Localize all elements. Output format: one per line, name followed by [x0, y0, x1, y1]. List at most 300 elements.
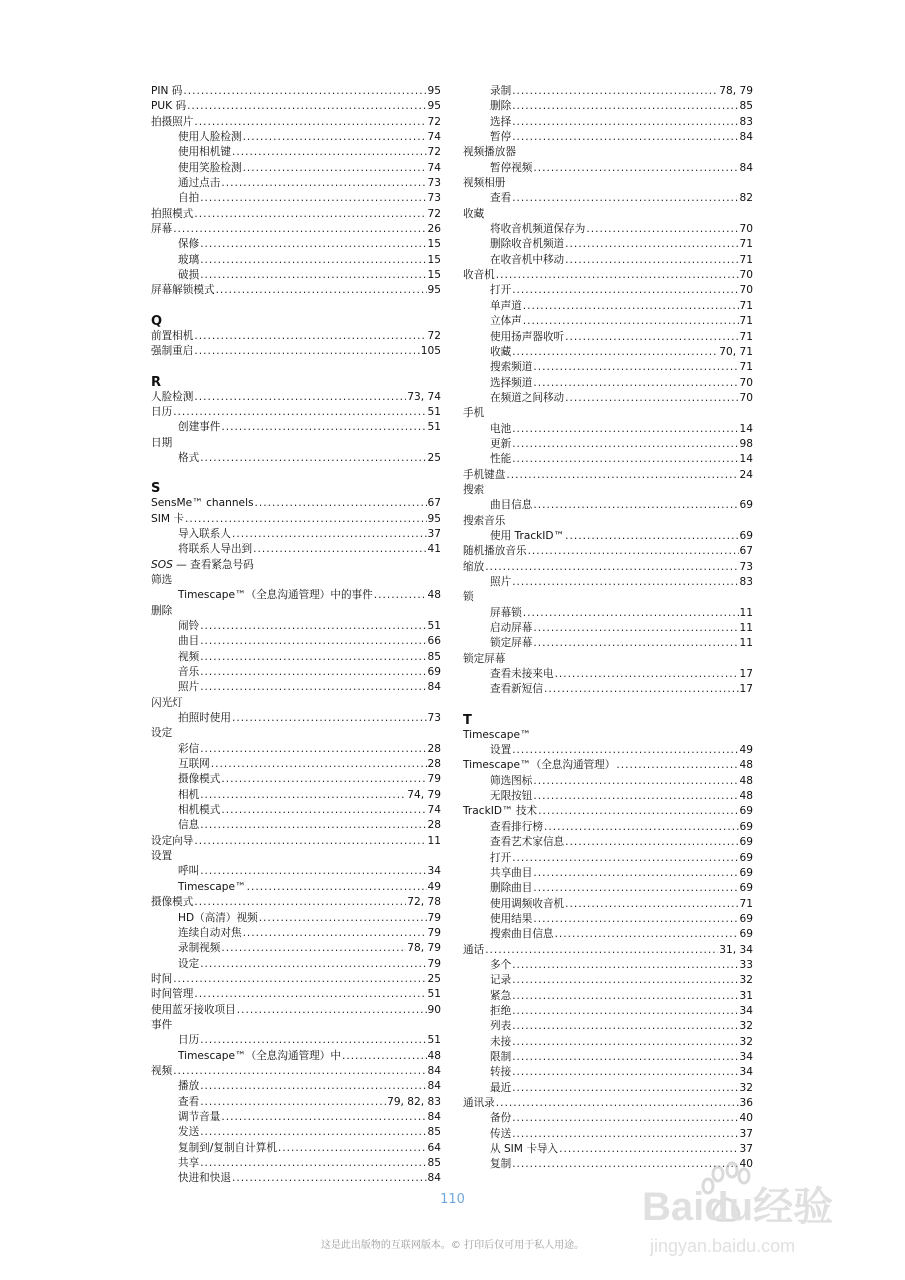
index-term: 暂停	[490, 131, 512, 144]
index-subentry	[151, 130, 441, 145]
index-term: 通话	[463, 943, 485, 956]
dot-leader	[200, 742, 426, 757]
index-term: 缩放	[463, 560, 485, 573]
section-spacer	[151, 299, 441, 307]
dot-leader	[200, 268, 426, 283]
index-subentry	[463, 621, 753, 636]
dot-leader	[533, 912, 738, 927]
index-subentry	[151, 757, 441, 772]
page-ref: 24	[739, 468, 753, 481]
index-term: 共享	[178, 1157, 200, 1169]
index-term: 创建事件	[178, 421, 221, 434]
dot-leader	[512, 437, 738, 452]
index-term: 查看	[178, 1095, 200, 1108]
index-subentry	[151, 191, 441, 206]
index-term: 使用扬声器收听	[490, 330, 565, 343]
dot-leader	[221, 420, 426, 435]
dot-leader	[200, 1125, 426, 1140]
dot-leader	[255, 496, 427, 511]
page-ref: 78, 79	[719, 85, 753, 97]
index-term: 屏幕	[151, 223, 173, 236]
index-entry	[463, 590, 753, 605]
index-subentry	[463, 314, 753, 329]
index-entry	[151, 84, 441, 99]
dot-leader	[512, 743, 738, 758]
page-ref: 74, 79	[407, 788, 441, 801]
index-term: 信息	[178, 819, 200, 832]
index-subentry	[463, 115, 753, 130]
page-ref: 98	[739, 437, 753, 450]
index-term: 摄像模式	[151, 896, 194, 909]
page-ref: 71	[739, 315, 753, 328]
index-term-italic: SOS	[151, 558, 173, 571]
index-term: 闹铃	[178, 619, 200, 632]
dot-leader	[496, 1096, 739, 1111]
dot-leader	[485, 560, 738, 575]
index-term: 使用调频收音机	[490, 897, 565, 910]
index-term: 锁	[463, 591, 474, 604]
dot-leader	[512, 1111, 738, 1126]
index-term: 随机播放音乐	[463, 545, 527, 558]
index-term: 互联网	[178, 758, 210, 771]
page-ref: 28	[427, 758, 441, 771]
index-subentry	[151, 1079, 441, 1094]
index-term	[151, 558, 254, 573]
dot-leader	[200, 634, 426, 649]
index-term: 事件	[151, 1018, 173, 1031]
page-ref: 85	[739, 100, 753, 113]
index-term: 使用相机键	[178, 146, 231, 159]
page-ref: 34	[739, 1050, 753, 1063]
dot-leader	[200, 818, 426, 833]
page-ref: 28	[427, 742, 441, 755]
page-ref: 37	[739, 1127, 753, 1140]
index-term: 启动屏幕	[490, 622, 533, 635]
index-term: 格式	[178, 451, 200, 464]
index-subentry	[463, 958, 753, 973]
index-entry	[151, 99, 441, 114]
index-term: 设置	[490, 744, 512, 757]
dot-leader	[237, 1003, 427, 1018]
dot-leader	[506, 468, 738, 483]
dot-leader	[565, 897, 738, 912]
index-subentry	[151, 665, 441, 680]
index-entry	[151, 283, 441, 298]
page-ref: 51	[427, 619, 441, 632]
index-subentry	[463, 330, 753, 345]
index-entry	[151, 1003, 441, 1018]
page-ref: 67	[739, 545, 753, 558]
index-subentry	[151, 1110, 441, 1125]
dot-leader	[533, 636, 738, 651]
page-ref: 69	[739, 851, 753, 864]
index-term: 多个	[490, 958, 512, 971]
dot-leader	[200, 619, 426, 634]
index-term: 设定	[178, 957, 200, 970]
index-subentry	[463, 897, 753, 912]
dot-leader	[200, 253, 426, 268]
index-subentry	[151, 818, 441, 833]
index-term: Timescape™（全息沟通管理）中	[178, 1049, 341, 1062]
dot-leader	[565, 391, 738, 406]
index-term: 屏幕锁	[490, 606, 522, 619]
dot-leader	[221, 803, 426, 818]
index-term: 发送	[178, 1126, 200, 1139]
page-ref: 79, 82, 83	[387, 1095, 441, 1108]
page-ref: 34	[427, 865, 441, 878]
index-subentry	[151, 527, 441, 542]
page-ref: 71	[739, 253, 753, 266]
page-ref: 48	[427, 1049, 441, 1062]
index-term: 将联系人导出到	[178, 543, 253, 556]
index-term: 时间	[151, 972, 173, 985]
dot-leader	[512, 130, 738, 145]
index-term: TrackID™ 技术	[463, 805, 538, 818]
page-ref: 71	[739, 897, 753, 910]
page-ref: 25	[427, 972, 441, 985]
index-entry	[151, 604, 441, 619]
index-subentry	[151, 161, 441, 176]
dot-leader	[194, 834, 426, 849]
dot-leader	[523, 299, 739, 314]
page-ref: 14	[739, 453, 753, 466]
index-term: 查看新短信	[490, 683, 543, 696]
footer-note: 这是此出版物的互联网版本。© 打印后仅可用于私人用途。	[320, 1240, 585, 1251]
index-entry	[151, 558, 441, 573]
page-ref: 41	[427, 543, 441, 556]
dot-leader	[565, 237, 738, 252]
index-term: 屏幕解锁模式	[151, 284, 215, 297]
dot-leader	[194, 987, 426, 1002]
index-subentry	[151, 237, 441, 252]
index-term: 共享曲目	[490, 866, 533, 879]
dot-leader	[374, 588, 427, 603]
page-ref: 69	[739, 912, 753, 925]
section-letter: Q	[151, 313, 163, 329]
index-term: PUK 码	[151, 100, 187, 113]
index-subentry	[151, 145, 441, 160]
index-subentry	[151, 711, 441, 726]
index-subentry	[151, 1049, 441, 1064]
page-ref: 95	[427, 85, 441, 97]
page-ref: 40	[739, 1112, 753, 1125]
dot-leader	[211, 757, 427, 772]
dot-leader	[565, 835, 738, 850]
index-term: 录制	[490, 85, 512, 97]
index-term: 在频道之间移动	[490, 391, 565, 404]
index-term: 搜索音乐	[463, 514, 506, 527]
index-entry	[151, 987, 441, 1002]
page-number: 110	[440, 1192, 465, 1207]
index-term: 查看排行榜	[490, 820, 543, 833]
index-entry	[463, 652, 753, 667]
page-ref: 84	[427, 1080, 441, 1093]
page-ref: 71	[739, 238, 753, 251]
index-subentry	[463, 191, 753, 206]
index-subentry	[463, 1019, 753, 1034]
index-term: 在收音机中移动	[490, 253, 565, 266]
dot-leader	[512, 575, 738, 590]
dot-leader	[200, 191, 426, 206]
page-ref: 71	[739, 299, 753, 312]
dot-leader	[512, 84, 718, 99]
index-term: 从 SIM 卡导入	[490, 1143, 559, 1156]
dot-leader	[544, 682, 739, 697]
index-term: 查看艺术家信息	[490, 836, 565, 849]
index-subentry	[463, 973, 753, 988]
page-ref: 71	[739, 330, 753, 343]
page-ref: 32	[739, 1035, 753, 1048]
page-ref: 72, 78	[407, 896, 441, 909]
dot-leader	[232, 145, 427, 160]
index-subentry	[463, 452, 753, 467]
index-entry	[463, 483, 753, 498]
dot-leader	[194, 207, 426, 222]
dot-leader	[183, 84, 426, 99]
dot-leader	[173, 405, 426, 420]
index-term: HD（高清）视频	[178, 911, 258, 924]
dot-leader	[243, 130, 427, 145]
page-ref: 72	[427, 115, 441, 128]
index-term: 手机	[463, 407, 485, 420]
index-term: 视频	[178, 650, 200, 663]
index-term: 选择频道	[490, 376, 533, 389]
index-subentry	[463, 360, 753, 375]
page-ref: 84	[427, 1110, 441, 1123]
index-entry	[463, 560, 753, 575]
index-subentry	[151, 1125, 441, 1140]
dot-leader	[565, 529, 738, 544]
index-entry	[151, 115, 441, 130]
page-ref: 15	[427, 269, 441, 282]
index-entry	[463, 728, 753, 743]
index-entry	[151, 207, 441, 222]
page-ref: 11	[739, 606, 753, 619]
page-ref: 69	[739, 836, 753, 849]
index-subentry	[151, 742, 441, 757]
index-term: 拍摄照片	[151, 115, 194, 128]
index-term: 搜索曲目信息	[490, 928, 554, 941]
index-term: 强制重启	[151, 345, 194, 358]
page-ref: 84	[739, 131, 753, 144]
index-subentry	[463, 391, 753, 406]
page-ref: 32	[739, 974, 753, 987]
index-term: 手机键盘	[463, 468, 506, 481]
dot-leader	[243, 161, 427, 176]
index-term: 呼叫	[178, 865, 200, 878]
index-subentry	[151, 619, 441, 634]
index-subentry	[151, 926, 441, 941]
dot-leader	[194, 895, 406, 910]
index-term: 日历	[151, 405, 173, 418]
dot-leader	[200, 1033, 426, 1048]
page-ref: 85	[427, 1126, 441, 1139]
index-term: 连续自动对焦	[178, 926, 242, 939]
section-letter: T	[463, 712, 472, 728]
index-term: 删除	[151, 604, 173, 617]
index-subentry	[151, 268, 441, 283]
index-term-rest: — 查看紧急号码	[172, 558, 254, 571]
page-ref: 17	[739, 668, 753, 681]
index-subentry	[463, 130, 753, 145]
index-term: 人脸检测	[151, 390, 194, 403]
page-ref: 69	[739, 820, 753, 833]
index-subentry	[463, 345, 753, 360]
index-column-right	[463, 84, 753, 1173]
index-term: 照片	[490, 576, 512, 588]
index-entry	[151, 1018, 441, 1033]
dot-leader	[533, 881, 738, 896]
index-term: 快进和快退	[178, 1172, 231, 1185]
dot-leader	[512, 1004, 738, 1019]
dot-leader	[565, 253, 738, 268]
page-ref: 79	[427, 911, 441, 924]
index-subentry	[151, 634, 441, 649]
dot-leader	[194, 390, 406, 405]
index-term: 立体声	[490, 315, 522, 328]
index-term: 备份	[490, 1112, 512, 1125]
dot-leader	[200, 451, 426, 466]
index-subentry	[151, 1141, 441, 1156]
index-term: SensMe™ channels	[151, 497, 254, 510]
page-ref: 70	[739, 269, 753, 282]
index-subentry	[151, 772, 441, 787]
dot-leader	[512, 973, 738, 988]
index-subentry	[151, 451, 441, 466]
page-ref: 69	[427, 666, 441, 678]
page-ref: 11	[739, 622, 753, 635]
dot-leader	[221, 772, 426, 787]
page-ref: 15	[427, 238, 441, 251]
index-subentry	[463, 1035, 753, 1050]
index-term: 单声道	[490, 299, 522, 312]
index-entry	[151, 726, 441, 741]
index-entry	[463, 943, 753, 958]
index-term: 记录	[490, 974, 512, 987]
page-ref: 69	[739, 928, 753, 941]
page-ref: 70	[739, 376, 753, 389]
dot-leader	[232, 711, 427, 726]
index-entry	[463, 207, 753, 222]
page-ref: 69	[739, 882, 753, 895]
page-ref: 48	[739, 790, 753, 803]
index-term: 收音机	[463, 269, 495, 282]
index-subentry	[463, 1065, 753, 1080]
index-entry	[151, 405, 441, 420]
index-entry	[463, 514, 753, 529]
dot-leader	[221, 941, 406, 956]
page-ref: 34	[739, 1004, 753, 1017]
index-subentry	[151, 788, 441, 803]
page-ref: 70	[739, 391, 753, 404]
dot-leader	[194, 344, 419, 359]
page-ref: 32	[739, 1020, 753, 1033]
dot-leader	[194, 329, 426, 344]
index-term: 打开	[490, 851, 512, 864]
index-entry	[463, 804, 753, 819]
index-term: 视频	[151, 1064, 173, 1077]
index-term: 照片	[178, 681, 200, 694]
index-term: 通讯录	[463, 1097, 495, 1109]
index-term: 最近	[490, 1081, 512, 1094]
index-subentry	[463, 636, 753, 651]
page-ref: 51	[427, 1034, 441, 1047]
dot-leader	[512, 1050, 738, 1065]
index-column-left	[151, 84, 441, 1187]
dot-leader	[586, 222, 738, 237]
page-ref: 73, 74	[407, 390, 441, 403]
dot-leader	[200, 237, 426, 252]
index-term: SIM 卡	[151, 512, 184, 525]
index-term: 相机模式	[178, 804, 221, 817]
page-ref: 40	[739, 1158, 753, 1171]
index-term: 调节音量	[178, 1110, 221, 1123]
index-term: 视频相册	[463, 177, 506, 190]
index-subentry	[463, 84, 753, 99]
index-term: 曲目信息	[490, 499, 533, 512]
index-term: 筛选	[151, 573, 173, 586]
index-subentry	[463, 498, 753, 513]
index-subentry	[463, 927, 753, 942]
page-ref: 49	[427, 880, 441, 893]
dot-leader	[544, 820, 739, 835]
dot-leader	[538, 804, 738, 819]
index-term: 彩信	[178, 742, 200, 755]
index-term: 通过点击	[178, 177, 221, 190]
index-subentry	[151, 176, 441, 191]
index-term: 紧急	[490, 989, 512, 1002]
index-subentry	[463, 912, 753, 927]
page-ref: 34	[739, 1066, 753, 1079]
index-term: 自拍	[178, 192, 200, 205]
index-term: 锁定屏幕	[463, 652, 506, 665]
dot-leader	[528, 544, 739, 559]
page-ref: 48	[739, 774, 753, 787]
dot-leader	[247, 880, 427, 895]
page-ref: 90	[427, 1003, 441, 1016]
dot-leader	[533, 621, 738, 636]
page-ref: 69	[739, 805, 753, 818]
index-term: 搜索	[463, 483, 485, 496]
index-term: 复制	[490, 1158, 512, 1171]
page-ref: 84	[739, 161, 753, 174]
page-ref: 74	[427, 161, 441, 174]
section-spacer	[463, 698, 753, 706]
index-subentry	[463, 606, 753, 621]
index-term: PIN 码	[151, 85, 183, 97]
index-entry	[463, 1096, 753, 1111]
index-subentry	[463, 237, 753, 252]
index-subentry	[463, 1111, 753, 1126]
page-ref: 95	[427, 284, 441, 297]
page-ref: 28	[427, 819, 441, 832]
index-subentry	[151, 680, 441, 695]
dot-leader	[485, 943, 718, 958]
page-ref: 64	[427, 1141, 441, 1154]
index-term: 录制视频	[178, 942, 221, 955]
index-subentry	[151, 864, 441, 879]
dot-leader	[533, 774, 738, 789]
page-ref: 37	[427, 527, 441, 540]
index-subentry	[151, 1095, 441, 1110]
index-entry	[151, 329, 441, 344]
dot-leader	[232, 527, 427, 542]
index-entry	[463, 176, 753, 191]
index-entry	[151, 573, 441, 588]
page-ref: 67	[427, 497, 441, 510]
dot-leader	[565, 330, 738, 345]
index-term: 查看	[490, 192, 512, 205]
